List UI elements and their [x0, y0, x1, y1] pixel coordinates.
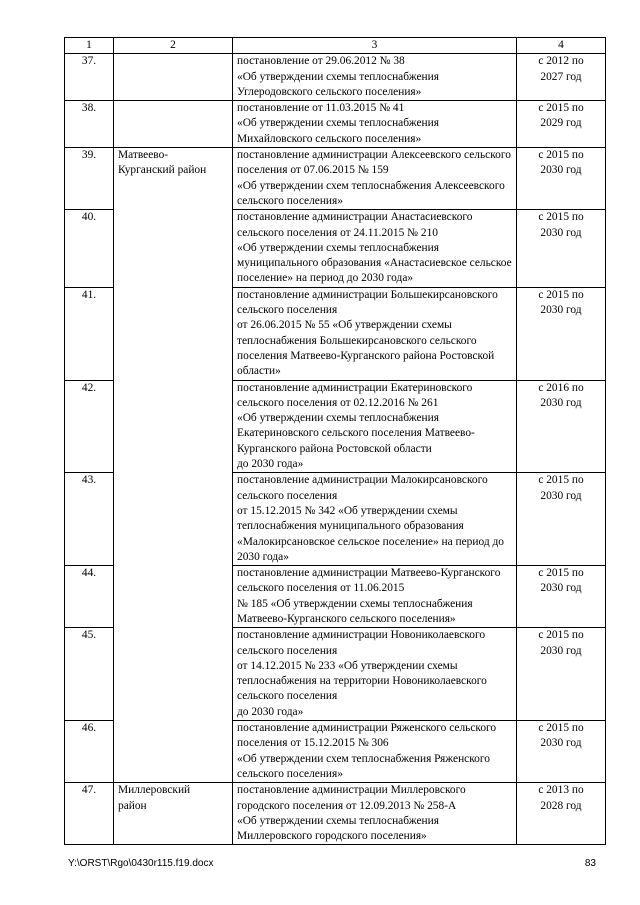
- column-header: 3: [233, 38, 517, 54]
- row-number: 47.: [65, 783, 114, 845]
- validity-period: с 2013 по 2028 год: [517, 783, 606, 845]
- page-number: 83: [584, 858, 596, 869]
- table-row: [65, 287, 606, 380]
- row-number: 41.: [65, 287, 114, 380]
- district-cell: [114, 210, 233, 287]
- district-cell: [114, 721, 233, 783]
- document-description: постановление администрации Большекирсановского сельского поселения от 26.06.2015 № 55 «Об утверждении схемы теплоснабжения Большекирсановского сельского поселения Матвеево-Курганского района Ростовской области»: [233, 287, 517, 380]
- document-table: [64, 37, 606, 845]
- district-cell: [114, 101, 233, 148]
- document-description: постановление администрации Анастасиевского сельского поселения от 24.11.2015 № 210 «Об утверждении схемы теплоснабжения муниципального образования «Анастасиевское сельское поселение» на период до 2030 года»: [233, 210, 517, 287]
- document-description: постановление администрации Миллеровского городского поселения от 12.09.2013 № 258-А «Об утверждении схемы теплоснабжения Миллеровского городского поселения»: [233, 783, 517, 845]
- row-number: 43.: [65, 473, 114, 566]
- validity-period: с 2015 по 2030 год: [517, 287, 606, 380]
- table-row: [65, 148, 606, 210]
- document-description: постановление администрации Малокирсановского сельского поселения от 15.12.2015 № 342 «Об утверждении схемы теплоснабжения муниципального образования «Малокирсановское сельское поселение» на период до 2030 года»: [233, 473, 517, 566]
- column-header: 1: [65, 38, 114, 54]
- document-description: постановление от 11.03.2015 № 41 «Об утверждении схемы теплоснабжения Михайловского сельского поселения»: [233, 101, 517, 148]
- table-row: [65, 473, 606, 566]
- document-description: постановление администрации Алексеевского сельского поселения от 07.06.2015 № 159 «Об утверждении схем теплоснабжения Алексеевского сельского поселения»: [233, 148, 517, 210]
- district-cell: [114, 287, 233, 380]
- validity-period: с 2016 по 2030 год: [517, 380, 606, 473]
- district-cell: [114, 54, 233, 101]
- table-row: [65, 101, 606, 148]
- district-cell: [114, 566, 233, 628]
- district-cell: [114, 628, 233, 721]
- district-cell: [114, 473, 233, 566]
- table-row: [65, 566, 606, 628]
- district-cell: [114, 380, 233, 473]
- table-header-row: [65, 38, 606, 54]
- validity-period: с 2015 по 2029 год: [517, 101, 606, 148]
- validity-period: с 2015 по 2030 год: [517, 473, 606, 566]
- row-number: 39.: [65, 148, 114, 210]
- table-row: [65, 54, 606, 101]
- row-number: 37.: [65, 54, 114, 101]
- table-row: [65, 628, 606, 721]
- district-cell: Миллеровский район: [114, 783, 233, 845]
- validity-period: с 2015 по 2030 год: [517, 721, 606, 783]
- table-row: [65, 380, 606, 473]
- document-description: постановление администрации Ряженского сельского поселения от 15.12.2015 № 306 «Об утверждении схем теплоснабжения Ряженского сельского поселения»: [233, 721, 517, 783]
- validity-period: с 2012 по 2027 год: [517, 54, 606, 101]
- validity-period: с 2015 по 2030 год: [517, 628, 606, 721]
- column-header: 4: [517, 38, 606, 54]
- table-row: [65, 210, 606, 287]
- file-path: Y:\ORST\Rgo\0430r115.f19.docx: [68, 858, 214, 869]
- validity-period: с 2015 по 2030 год: [517, 566, 606, 628]
- table-row: [65, 783, 606, 845]
- validity-period: с 2015 по 2030 год: [517, 148, 606, 210]
- document-description: постановление администрации Матвеево-Курганского сельского поселения от 11.06.2015 № 185 «Об утверждении схемы теплоснабжения Матвеево-Курганского сельского поселения»: [233, 566, 517, 628]
- row-number: 46.: [65, 721, 114, 783]
- district-cell: Матвеево- Курганский район: [114, 148, 233, 210]
- row-number: 40.: [65, 210, 114, 287]
- document-description: постановление администрации Екатериновского сельского поселения от 02.12.2016 № 261 «Об утверждении схемы теплоснабжения Екатериновского сельского поселения Матвеево-Курганского района Ростовской области до 2030 года»: [233, 380, 517, 473]
- document-description: постановление от 29.06.2012 № 38 «Об утверждении схемы теплоснабжения Углеродовского сельского поселения»: [233, 54, 517, 101]
- row-number: 38.: [65, 101, 114, 148]
- row-number: 44.: [65, 566, 114, 628]
- column-header: 2: [114, 38, 233, 54]
- document-description: постановление администрации Новониколаевского сельского поселения от 14.12.2015 № 233 «Об утверждении схемы теплоснабжения на территории Новониколаевского сельского поселения до 2030 года»: [233, 628, 517, 721]
- row-number: 45.: [65, 628, 114, 721]
- table-row: [65, 721, 606, 783]
- validity-period: с 2015 по 2030 год: [517, 210, 606, 287]
- row-number: 42.: [65, 380, 114, 473]
